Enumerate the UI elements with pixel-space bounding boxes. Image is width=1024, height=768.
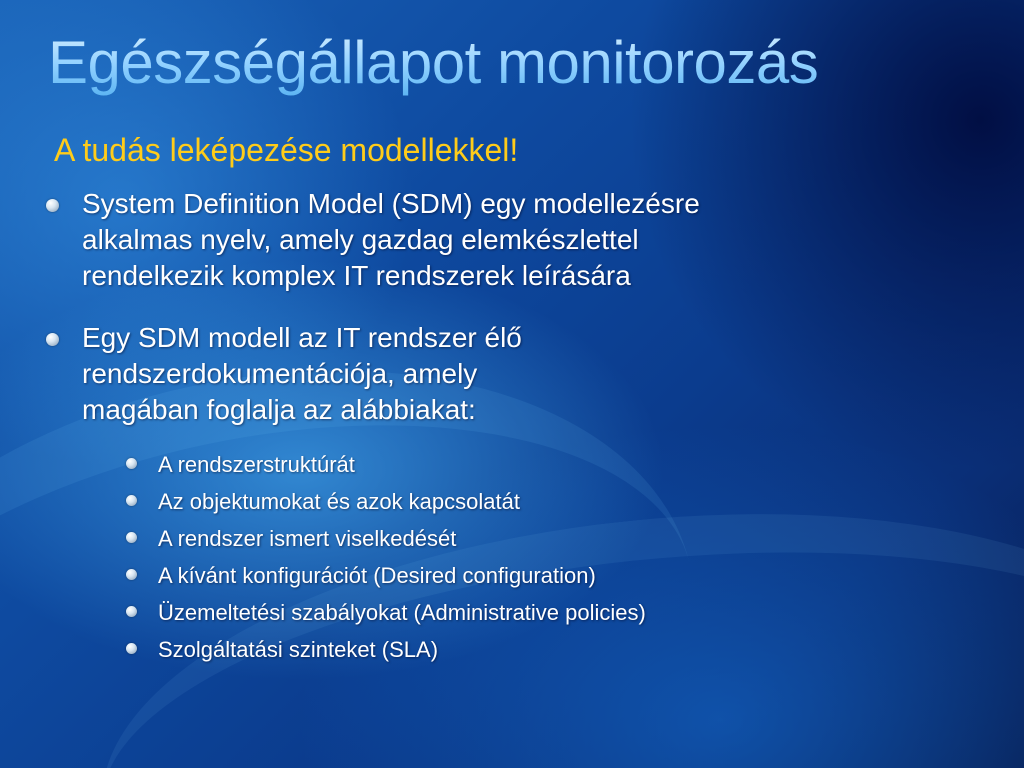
slide-title: Egészségállapot monitorozás: [48, 29, 819, 96]
sub-bullet-icon: [126, 458, 137, 469]
sub-bullet-text: Szolgáltatási szinteket (SLA): [158, 637, 439, 662]
sub-bullet-icon: [126, 569, 137, 580]
sub-bullet-text: A rendszer ismert viselkedését: [158, 526, 457, 551]
sub-bullet-text: A rendszerstruktúrát: [158, 452, 355, 477]
bullet-line: Egy SDM modell az IT rendszer élő: [82, 322, 522, 353]
bullet-icon: [46, 199, 59, 212]
sub-bullet-icon: [126, 606, 137, 617]
bullet-list: [40, 186, 940, 694]
sub-bullet-icon: [126, 495, 137, 506]
bullet-icon: [46, 333, 59, 346]
sub-bullet-icon: [126, 643, 137, 654]
bullet-item: [40, 186, 940, 294]
sub-bullet-item: [114, 557, 940, 594]
sub-bullet-item: [114, 594, 940, 631]
sub-bullet-list: [114, 446, 940, 668]
bullet-line: rendszerdokumentációja, amely: [82, 358, 478, 389]
bullet-line: System Definition Model (SDM) egy modellezésre: [82, 188, 700, 219]
sub-bullet-text: Az objektumokat és azok kapcsolatát: [158, 489, 520, 514]
bullet-line: alkalmas nyelv, amely gazdag elemkészlettel: [82, 224, 639, 255]
sub-bullet-text: A kívánt konfigurációt (Desired configuration): [158, 563, 596, 588]
sub-bullet-icon: [126, 532, 137, 543]
bullet-item: [40, 320, 940, 668]
sub-bullet-item: [114, 520, 940, 557]
sub-bullet-text: Üzemeltetési szabályokat (Administrative policies): [158, 600, 646, 625]
sub-bullet-item: [114, 631, 940, 668]
bullet-line: magában foglalja az alábbiakat:: [82, 394, 476, 425]
sub-bullet-item: [114, 483, 940, 520]
bullet-line: rendelkezik komplex IT rendszerek leírására: [82, 260, 631, 291]
sub-bullet-item: [114, 446, 940, 483]
slide-subtitle: A tudás leképezése modellekkel!: [54, 132, 519, 168]
